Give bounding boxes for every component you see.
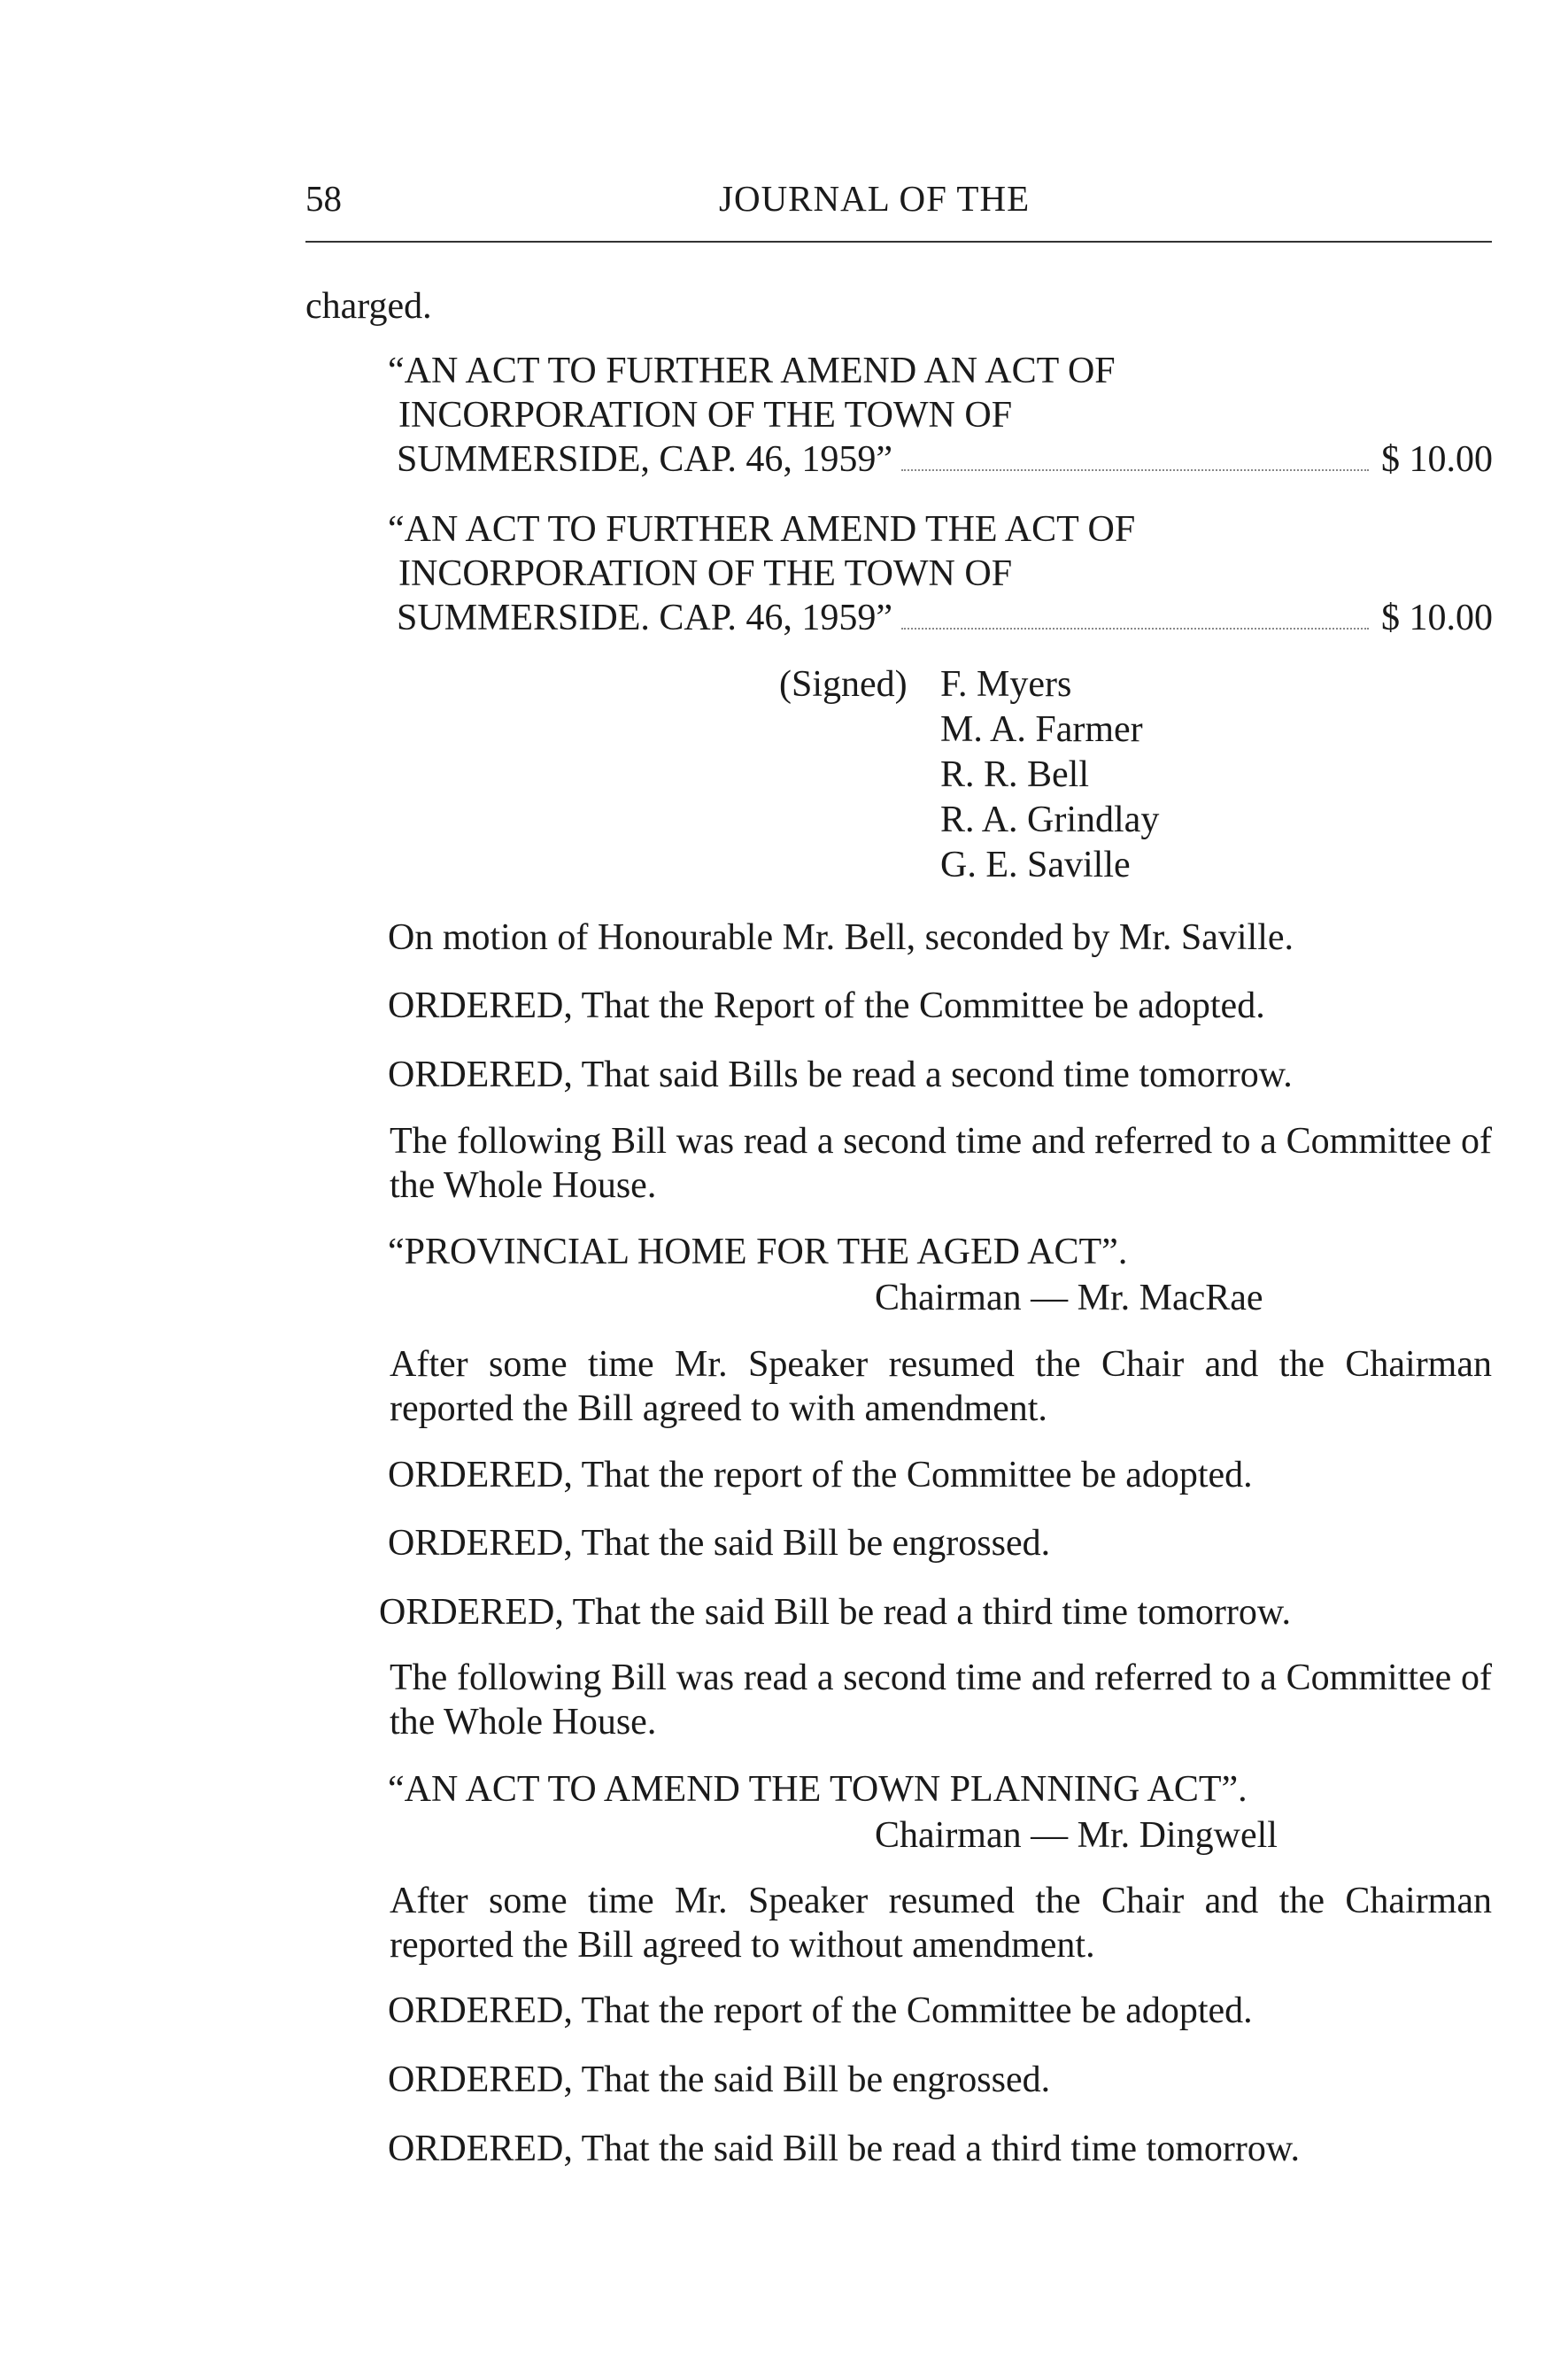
signed-label: (Signed) (779, 664, 908, 705)
bill-2-line-2: INCORPORATION OF THE TOWN OF (398, 553, 1013, 594)
bill-3-title: “PROVINCIAL HOME FOR THE AGED ACT”. (388, 1232, 1128, 1272)
bill-1-line-3: SUMMERSIDE, CAP. 46, 1959” (397, 439, 893, 480)
bill-1-amount: $ 10.00 (1381, 439, 1493, 480)
bill-1-line-1: “AN ACT TO FURTHER AMEND AN ACT OF (388, 351, 1116, 391)
paragraph-bill-referral: The following Bill was read a second time and referred to a Committee of the Whole House. (390, 1121, 1492, 1206)
bill-1-line-2: INCORPORATION OF THE TOWN OF (398, 395, 1013, 436)
header-rule (305, 241, 1492, 243)
bill-2-line-3: SUMMERSIDE. CAP. 46, 1959” (397, 598, 893, 638)
signatory-name: R. A. Grindlay (940, 800, 1160, 840)
bill-4-title: “AN ACT TO AMEND THE TOWN PLANNING ACT”. (388, 1769, 1248, 1810)
running-title: JOURNAL OF THE (719, 178, 1031, 219)
paragraph-committee-report: After some time Mr. Speaker resumed the Chair and the Chairman reported the Bill agreed to with amendment. (390, 1344, 1492, 1429)
continuation-text: charged. (305, 286, 432, 327)
bill-2-entry (397, 599, 1493, 637)
signatory-name: F. Myers (940, 664, 1072, 705)
signatory-name: R. R. Bell (940, 754, 1090, 795)
ordered-line: ORDERED, That said Bills be read a second time tomorrow. (388, 1055, 1293, 1095)
ordered-line: ORDERED, That the report of the Committee be adopted. (388, 1990, 1253, 2031)
paragraph-bill-referral: The following Bill was read a second time and referred to a Committee of the Whole House. (390, 1658, 1492, 1742)
paragraph-committee-report: After some time Mr. Speaker resumed the Chair and the Chairman reported the Bill agreed to without amendment. (390, 1881, 1492, 1966)
dot-leader (901, 469, 1369, 471)
bill-2-amount: $ 10.00 (1381, 598, 1493, 638)
ordered-line: ORDERED, That the said Bill be engrossed. (388, 1523, 1051, 1564)
dot-leader (901, 628, 1369, 630)
page-number: 58 (305, 178, 342, 219)
bill-3-chairman: Chairman — Mr. MacRae (875, 1278, 1263, 1318)
signatory-name: G. E. Saville (940, 845, 1131, 885)
bill-2-line-1: “AN ACT TO FURTHER AMEND THE ACT OF (388, 509, 1136, 550)
ordered-line: ORDERED, That the said Bill be read a third time tomorrow. (379, 1592, 1291, 1633)
bill-4-chairman: Chairman — Mr. Dingwell (875, 1815, 1278, 1856)
bill-1-entry (397, 441, 1493, 478)
ordered-line: ORDERED, That the report of the Committee be adopted. (388, 1455, 1253, 1495)
motion-line: On motion of Honourable Mr. Bell, seconded by Mr. Saville. (388, 917, 1294, 958)
ordered-line: ORDERED, That the Report of the Committee be adopted. (388, 985, 1265, 1026)
signatory-name: M. A. Farmer (940, 709, 1143, 750)
ordered-line: ORDERED, That the said Bill be read a third time tomorrow. (388, 2129, 1300, 2169)
ordered-line: ORDERED, That the said Bill be engrossed. (388, 2059, 1051, 2100)
